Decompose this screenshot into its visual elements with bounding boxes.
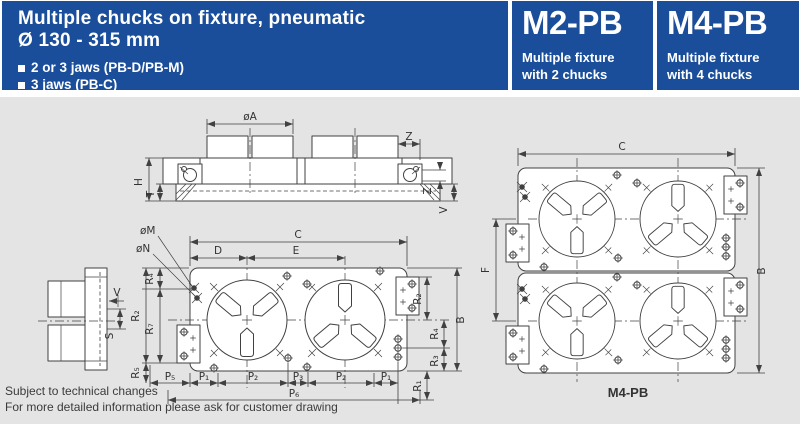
dim-label-v-section: V — [113, 287, 121, 299]
dim-label-e: E — [292, 245, 300, 257]
dim-label-c-m2: C — [294, 229, 302, 241]
front-view-m4 — [480, 141, 768, 400]
dim-label-s-section: S — [104, 332, 116, 340]
dim-label-p1-left: P₁ — [198, 371, 210, 383]
dim-label-z-right: Z — [422, 187, 434, 195]
product-desc-m4pb: Multiple fixture with 4 chucks — [667, 50, 760, 82]
dim-label-r7: R₇ — [144, 323, 156, 335]
dim-label-p3: P₃ — [292, 371, 304, 383]
dim-label-r4-right: R₄ — [429, 328, 441, 340]
bullet-label: 2 or 3 jaws (PB-D/PB-M) — [31, 60, 185, 76]
chuck-face-4 — [640, 181, 716, 257]
chuck-face-1 — [207, 280, 287, 360]
dim-label-b-m4: B — [756, 267, 768, 275]
product-desc-m2pb: Multiple fixture with 2 chucks — [522, 50, 615, 82]
dim-label-p5: P₅ — [164, 371, 176, 383]
bullet-label: 3 jaws (PB-C) — [31, 76, 118, 92]
dim-label-h: H — [133, 178, 145, 186]
dim-label-r5: R₅ — [130, 367, 142, 379]
dim-label-p6: P₆ — [288, 388, 300, 400]
footer-note-1: Subject to technical changes — [5, 384, 158, 398]
dim-label-dia-m: øM — [140, 225, 156, 237]
dim-label-p2-left: P₂ — [247, 371, 259, 383]
clamp-block-left — [177, 325, 200, 363]
dim-label-f: F — [480, 266, 492, 274]
dim-label-z-top: Z — [405, 131, 413, 143]
page-title-diameter-range: Ø 130 - 315 mm — [18, 30, 161, 52]
clamp-block-left-lower — [506, 326, 529, 364]
m4-caption: M4-PB — [607, 385, 649, 400]
clamp-block-right-lower — [724, 278, 747, 316]
dim-label-r2-right: R₂ — [412, 293, 424, 305]
footer-notes — [5, 384, 338, 415]
chuck-face-6 — [640, 283, 716, 359]
dim-label-v-right: V — [438, 206, 450, 214]
clamp-block-left-upper — [506, 224, 529, 262]
chuck-face-3 — [539, 181, 615, 257]
dim-label-t: T — [145, 190, 157, 198]
dim-label-d: D — [213, 245, 223, 257]
product-code-m2pb: M2-PB — [522, 4, 623, 41]
dim-label-r4-left: R₄ — [144, 273, 156, 285]
chuck-face-5 — [539, 283, 615, 359]
dim-label-p2-right: P₂ — [335, 371, 347, 383]
dim-label-r3: R₃ — [429, 355, 441, 367]
clamp-block-right-upper — [724, 176, 747, 214]
chuck-face-2 — [305, 280, 385, 360]
dim-label-p1-right: P₁ — [380, 371, 392, 383]
product-code-m4pb: M4-PB — [667, 4, 768, 41]
dim-label-b-m2: B — [455, 316, 467, 324]
dim-label-r2-left: R₂ — [130, 310, 142, 322]
dim-label-dia-n: øN — [136, 243, 151, 255]
dim-label-dia-a: øA — [243, 111, 257, 123]
dim-label-r1: R₁ — [412, 380, 424, 392]
dim-label-c-m4: C — [618, 141, 626, 153]
page-title: Multiple chucks on fixture, pneumatic — [18, 8, 366, 29]
footer-note-2: For more detailed information please ask for customer drawing — [5, 399, 338, 414]
